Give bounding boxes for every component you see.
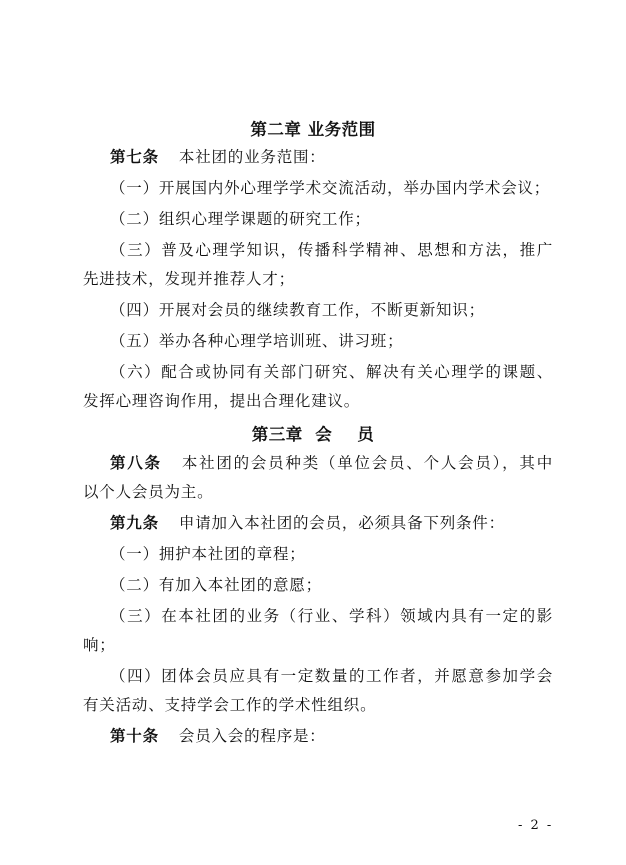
article-9 [110,513,553,533]
article-9-text: 申请加入本社团的会员，必须具备下列条件： [178,514,505,532]
article-8-text: 本社团的会员种类（单位会员、个人会员），其中 [181,454,553,472]
article-8-label: 第八条 [110,454,162,472]
article-7-item: （六）配合或协同有关部门研究、解决有关心理学的课题、 [110,363,553,381]
page-number: - 2 - [518,818,554,833]
article-7-item-continued: 发挥心理咨询作用，提出合理化建议。 [83,392,361,410]
article-7-text: 本社团的业务范围： [178,148,326,166]
article-9-item: （四）团体会员应具有一定数量的工作者，并愿意参加学会 [110,667,553,685]
article-7-item: （三）普及心理学知识，传播科学精神、思想和方法，推广 [110,241,553,259]
article-10-label: 第十条 [110,727,159,745]
article-8 [110,453,553,473]
article-7-item: （一）开展国内外心理学学术交流活动，举办国内学术会议； [110,179,551,197]
article-7-item: （五）举办各种心理学培训班、讲习班； [110,332,404,350]
article-9-label: 第九条 [110,514,159,532]
article-9-item: （三）在本社团的业务（行业、学科）领域内具有一定的影 [110,607,553,625]
article-7-item-continued: 先进技术，发现并推荐人才； [83,270,295,288]
article-7-label: 第七条 [110,148,159,166]
article-7-item: （四）开展对会员的继续教育工作，不断更新知识； [110,301,485,319]
article-9-item: （一）拥护本社团的章程； [110,545,306,563]
article-9-item-continued: 响； [83,636,116,654]
article-10 [110,726,553,746]
article-9-item: （二）有加入本社团的意愿； [110,576,322,594]
article-7 [110,147,553,167]
chapter-3-title: 第三章 会 员 [251,425,375,444]
article-7-item: （二）组织心理学课题的研究工作； [110,210,371,228]
article-10-text: 会员入会的程序是： [178,727,326,745]
article-9-item-continued: 有关活动、支持学会工作的学术性组织。 [83,696,377,714]
article-8-continued: 以个人会员为主。 [83,483,214,501]
chapter-2-title: 第二章 业务范围 [250,120,376,139]
